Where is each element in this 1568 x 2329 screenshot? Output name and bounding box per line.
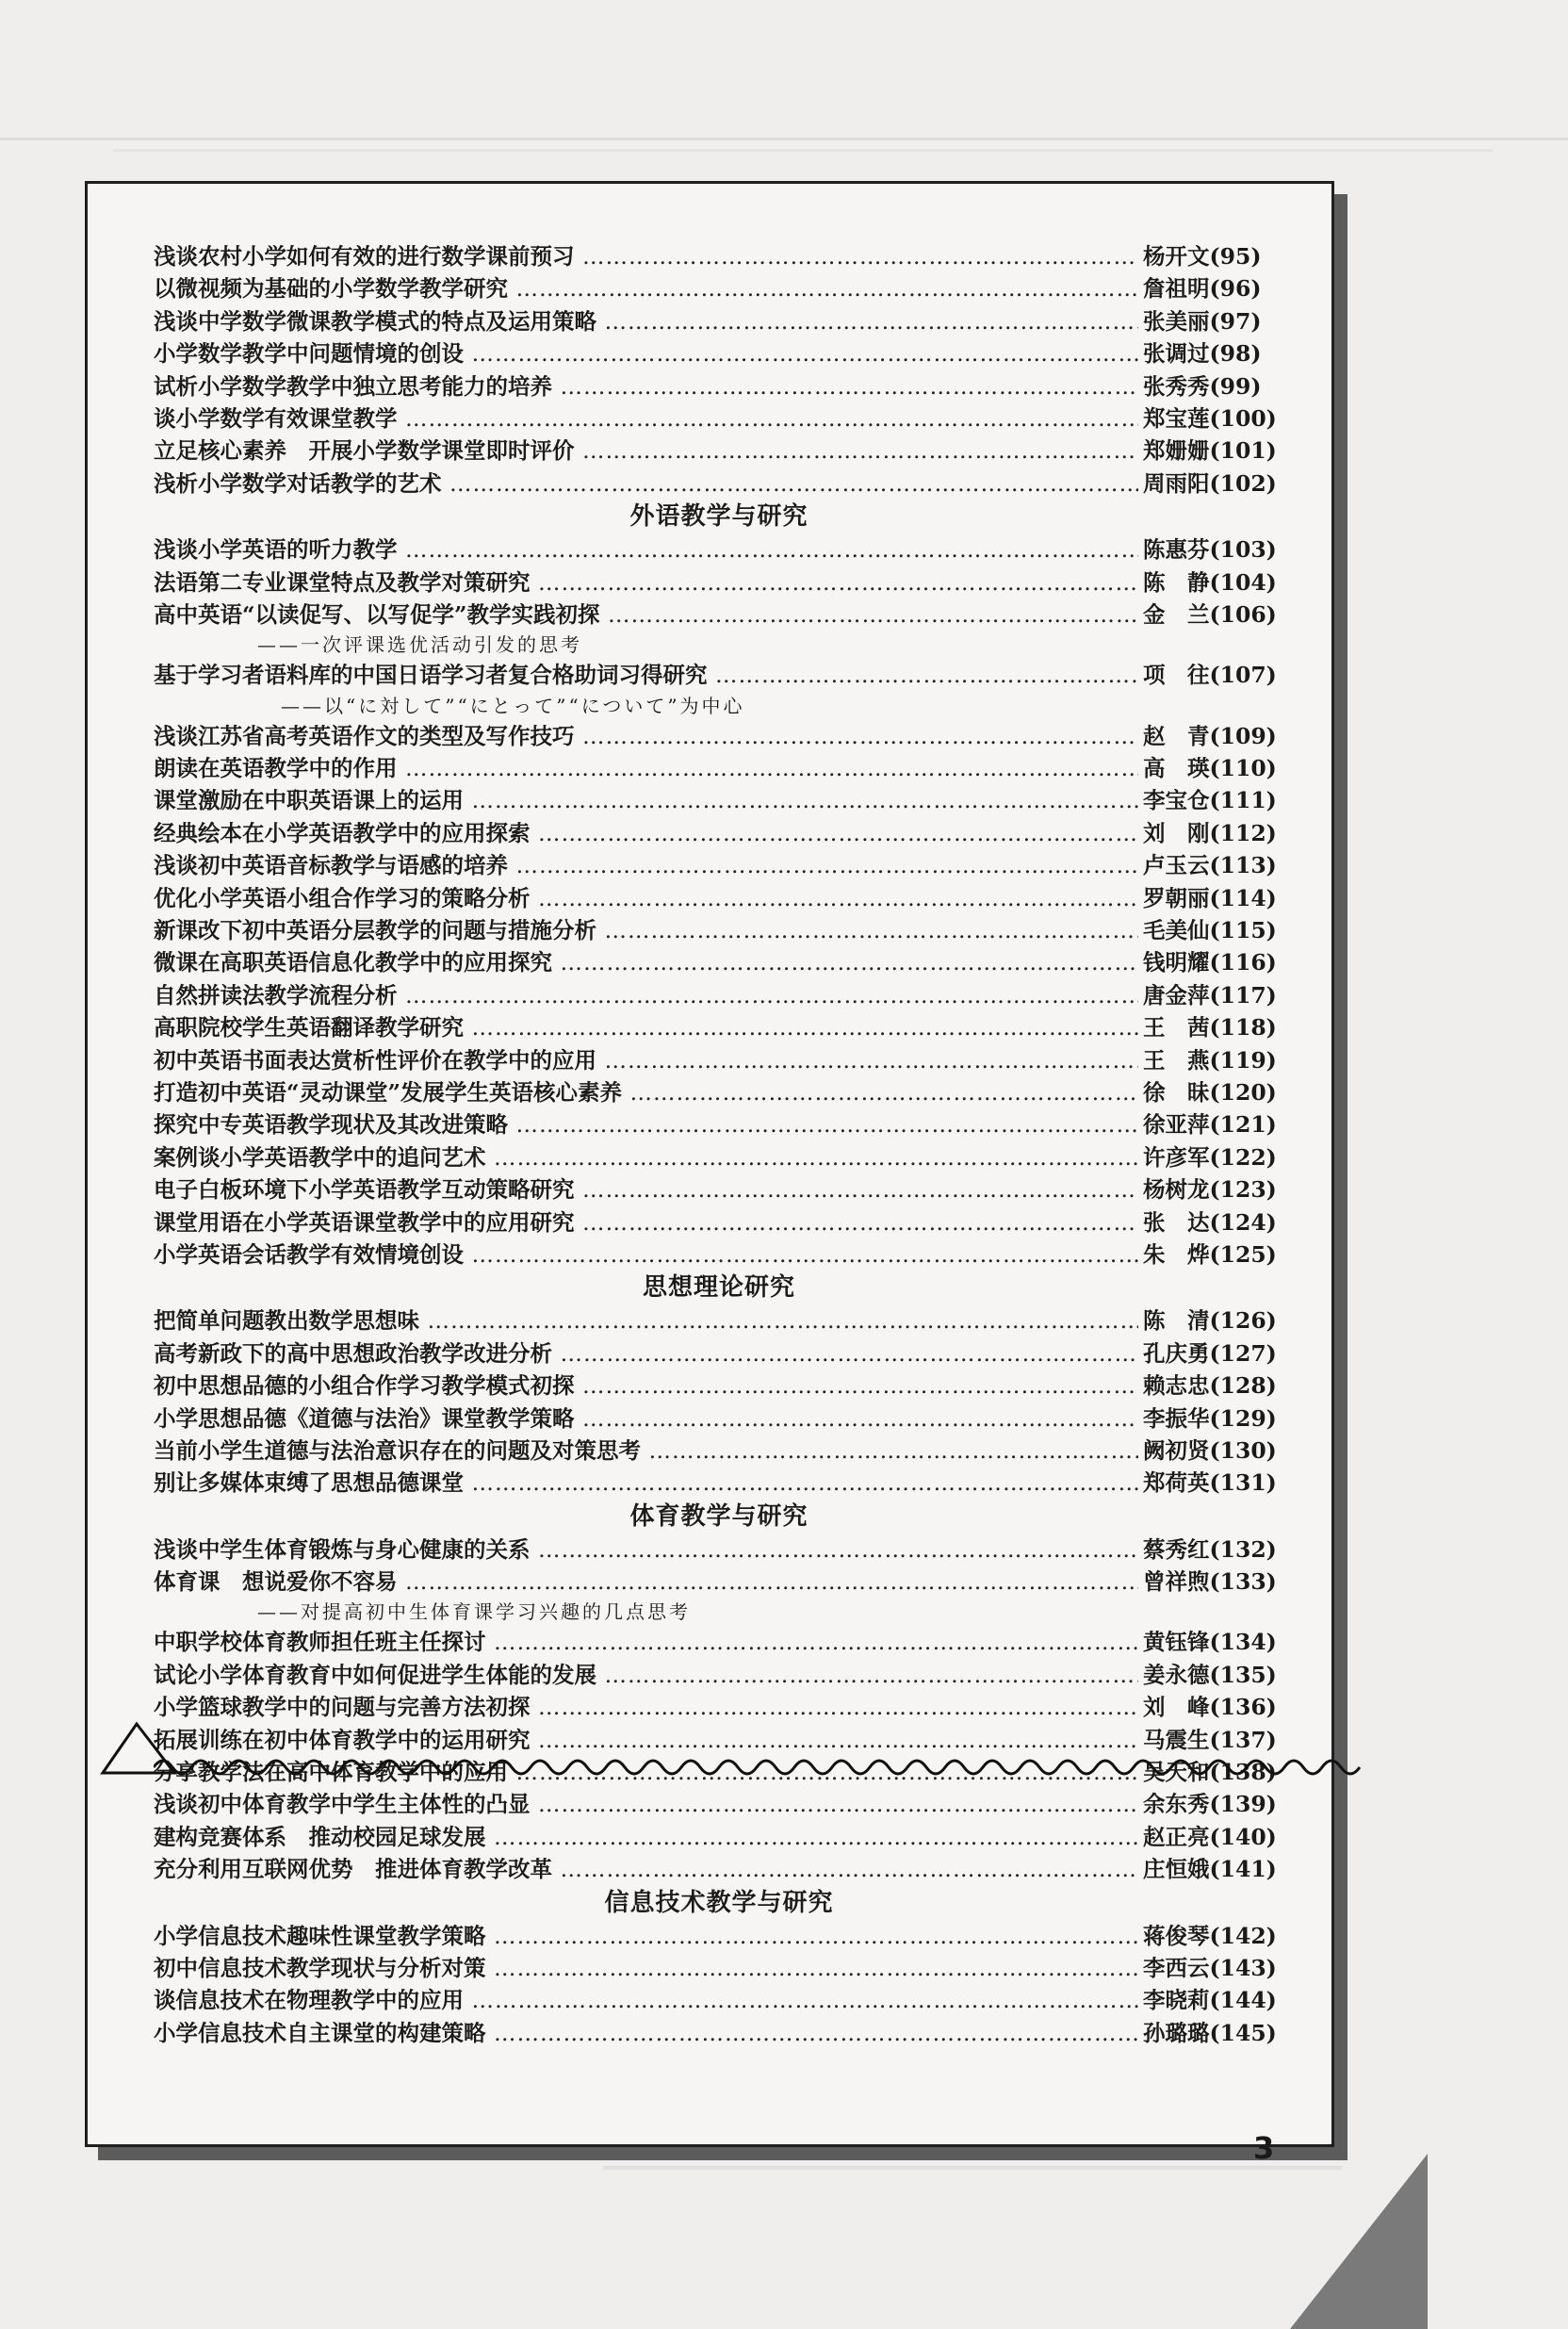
- entry-title: 朗读在英语教学中的作用: [154, 755, 398, 782]
- entry-title: 分享教学法在高中体育教学中的应用: [154, 1759, 508, 1786]
- entry-author-page: 詹祖明(96): [1143, 275, 1262, 303]
- entry-author-page: 罗朝丽(114): [1143, 884, 1277, 911]
- entry-author-page: 王 茜(118): [1143, 1014, 1277, 1041]
- entry-title: 新课改下初中英语分层教学的问题与措施分析: [154, 917, 596, 944]
- toc-entry[interactable]: [154, 1435, 1284, 1467]
- entry-title: 打造初中英语“灵动课堂”发展学生英语核心素养: [154, 1078, 623, 1106]
- entry-author-page: 卢玉云(113): [1143, 852, 1277, 879]
- entry-title: 电子白板环境下小学英语教学互动策略研究: [154, 1176, 575, 1204]
- toc-entry[interactable]: [154, 1141, 1284, 1173]
- entry-title: 当前小学生道德与法治意识存在的问题及对策思考: [154, 1436, 641, 1464]
- entry-title: 课堂用语在小学英语课堂教学中的应用研究: [154, 1208, 575, 1236]
- entry-author-page: 李西云(143): [1143, 1954, 1277, 1981]
- entry-title: 小学篮球教学中的问题与完善方法初探: [154, 1694, 531, 1721]
- entry-title: 浅谈江苏省高考英语作文的类型及写作技巧: [154, 722, 575, 749]
- entry-author-page: 唐金萍(117): [1143, 981, 1277, 1009]
- section-heading: 信息技术教学与研究: [604, 1888, 834, 1917]
- toc-entry[interactable]: [154, 659, 1284, 691]
- toc-entry[interactable]: [154, 240, 1284, 272]
- toc-entry[interactable]: [154, 817, 1284, 849]
- entry-author-page: 李宝仓(111): [1143, 787, 1277, 814]
- entry-author-page: 蒋俊琴(142): [1143, 1922, 1277, 1949]
- entry-author-page: 徐 昧(120): [1143, 1078, 1277, 1106]
- toc-entry[interactable]: [154, 1626, 1284, 1658]
- page-number: 3: [1253, 2130, 1275, 2166]
- entry-author-page: 姜永德(135): [1143, 1661, 1277, 1688]
- toc-entry[interactable]: [154, 1534, 1284, 1566]
- entry-author-page: 李振华(129): [1143, 1404, 1277, 1432]
- entry-title: 充分利用互联网优势 推进体育教学改革: [154, 1856, 552, 1883]
- entry-author-page: 蔡秀红(132): [1143, 1535, 1277, 1563]
- entry-title: 体育课 想说爱你不容易: [154, 1568, 398, 1596]
- toc-entry[interactable]: [154, 599, 1284, 631]
- entry-title: 高职院校学生英语翻译教学研究: [154, 1014, 464, 1041]
- entry-title: 微课在高职英语信息化教学中的应用探究: [154, 949, 552, 976]
- toc-entry[interactable]: [154, 979, 1284, 1011]
- toc-entry[interactable]: [154, 1370, 1284, 1402]
- entry-title: 中职学校体育教师担任班主任探讨: [154, 1629, 486, 1656]
- toc-entry[interactable]: [154, 1337, 1284, 1370]
- toc-entry[interactable]: [154, 467, 1284, 500]
- toc-entry[interactable]: [154, 272, 1284, 304]
- entry-author-page: 张 达(124): [1143, 1208, 1277, 1236]
- entry-author-page: 刘 峰(136): [1143, 1694, 1277, 1721]
- entry-title: 浅谈小学英语的听力教学: [154, 536, 398, 564]
- entry-author-page: 吴天和(138): [1143, 1759, 1277, 1786]
- toc-entry[interactable]: [154, 784, 1284, 816]
- toc-entry[interactable]: [154, 1691, 1284, 1723]
- entry-title: 小学信息技术自主课堂的构建策略: [154, 2019, 486, 2046]
- toc-entry[interactable]: [154, 1238, 1284, 1271]
- toc-entry[interactable]: [154, 914, 1284, 946]
- toc-entry[interactable]: [154, 1044, 1284, 1076]
- entry-author-page: 阙初贤(130): [1143, 1436, 1277, 1464]
- entry-title: 初中英语书面表达赏析性评价在教学中的应用: [154, 1046, 596, 1074]
- toc-entry[interactable]: [154, 305, 1284, 337]
- entry-author-page: 杨开文(95): [1143, 243, 1262, 270]
- entry-title: 建构竞赛体系 推动校园足球发展: [154, 1823, 486, 1850]
- entry-author-page: 赵正亮(140): [1143, 1823, 1277, 1850]
- entry-title: 浅谈中学生体育锻炼与身心健康的关系: [154, 1535, 531, 1563]
- entry-title: 试析小学数学教学中独立思考能力的培养: [154, 372, 552, 400]
- toc-entry[interactable]: [154, 402, 1284, 435]
- entry-title: 拓展训练在初中体育教学中的运用研究: [154, 1726, 531, 1753]
- toc-entry[interactable]: [154, 1108, 1284, 1140]
- toc-entry[interactable]: [154, 370, 1284, 402]
- entry-title: 法语第二专业课堂特点及教学对策研究: [154, 568, 531, 596]
- entry-author-page: 黄钰锋(134): [1143, 1629, 1277, 1656]
- entry-author-page: 赵 青(109): [1143, 722, 1277, 749]
- section-heading: 思想理论研究: [642, 1273, 795, 1303]
- entry-author-page: 余东秀(139): [1143, 1791, 1277, 1818]
- entry-title: 谈信息技术在物理教学中的应用: [154, 1987, 464, 2014]
- toc-entry[interactable]: [154, 435, 1284, 467]
- toc-entry[interactable]: [154, 2017, 1284, 2049]
- toc-entry[interactable]: [154, 752, 1284, 784]
- toc-entry[interactable]: [154, 1853, 1284, 1885]
- entry-author-page: 徐亚萍(121): [1143, 1111, 1277, 1139]
- entry-title: 浅析小学数学对话教学的艺术: [154, 469, 442, 497]
- entry-author-page: 金 兰(106): [1143, 600, 1277, 628]
- toc-entry[interactable]: [154, 1206, 1284, 1238]
- entry-title: 初中思想品德的小组合作学习教学模式初探: [154, 1372, 575, 1400]
- entry-author-page: 陈 清(126): [1143, 1307, 1277, 1335]
- entry-author-page: 郑姗姗(101): [1143, 437, 1277, 465]
- wavy-underline-icon: [154, 1748, 1379, 1786]
- entry-author-page: 庄恒娥(141): [1143, 1856, 1277, 1883]
- entry-author-page: 郑宝莲(100): [1143, 404, 1277, 432]
- entry-title: 小学信息技术趣味性课堂教学策略: [154, 1922, 486, 1949]
- entry-title: 别让多媒体束缚了思想品德课堂: [154, 1469, 464, 1497]
- entry-title: 浅谈初中体育教学中学生主体性的凸显: [154, 1791, 531, 1818]
- section-heading: 外语教学与研究: [629, 502, 808, 532]
- entry-author-page: 曾祥煦(133): [1143, 1568, 1277, 1596]
- entry-title: 探究中专英语教学现状及其改进策略: [154, 1111, 508, 1139]
- toc-entry[interactable]: [154, 1952, 1284, 1984]
- entry-title: 浅谈初中英语音标教学与语感的培养: [154, 852, 508, 879]
- toc-entry[interactable]: [154, 1467, 1284, 1499]
- toc-entry[interactable]: [154, 882, 1284, 914]
- entry-author-page: 刘 刚(112): [1143, 819, 1277, 846]
- toc-entry[interactable]: [154, 1076, 1284, 1108]
- toc-entry[interactable]: [154, 1821, 1284, 1853]
- entry-author-page: 赖志忠(128): [1143, 1372, 1277, 1400]
- entry-title: 立足核心素养 开展小学数学课堂即时评价: [154, 437, 575, 465]
- toc-entry[interactable]: [154, 1920, 1284, 1952]
- toc-entry[interactable]: [154, 337, 1284, 369]
- entry-author-page: 高 瑛(110): [1143, 755, 1277, 782]
- entry-author-page: 项 往(107): [1143, 662, 1277, 689]
- entry-title: 经典绘本在小学英语教学中的应用探索: [154, 819, 531, 846]
- entry-title: 浅谈农村小学如何有效的进行数学课前预习: [154, 243, 575, 270]
- entry-author-page: 钱明耀(116): [1143, 949, 1277, 976]
- toc-entry[interactable]: [154, 533, 1284, 566]
- toc-entry[interactable]: [154, 1984, 1284, 2016]
- entry-title: 把简单问题教出数学思想味: [154, 1307, 419, 1335]
- toc-entry[interactable]: [154, 849, 1284, 881]
- toc-frame: [85, 181, 1334, 2147]
- entry-author-page: 马震生(137): [1143, 1726, 1277, 1753]
- entry-author-page: 孙璐璐(145): [1143, 2019, 1277, 2046]
- toc-entry[interactable]: [154, 720, 1284, 752]
- entry-author-page: 李晓莉(144): [1143, 1987, 1277, 2014]
- entry-title: 案例谈小学英语教学中的追问艺术: [154, 1143, 486, 1171]
- toc-entry[interactable]: [154, 1011, 1284, 1043]
- entry-author-page: 杨树龙(123): [1143, 1176, 1277, 1204]
- toc-entry[interactable]: [154, 1402, 1284, 1435]
- toc-entry[interactable]: [154, 946, 1284, 978]
- entry-author-page: 郑荷英(131): [1143, 1469, 1277, 1497]
- entry-author-page: 周雨阳(102): [1143, 469, 1277, 497]
- entry-author-page: 张美丽(97): [1143, 307, 1262, 335]
- toc-entry[interactable]: [154, 1659, 1284, 1691]
- entry-author-page: 朱 烨(125): [1143, 1240, 1277, 1268]
- entry-title: 以微视频为基础的小学数学教学研究: [154, 275, 508, 303]
- entry-subtitle: ——对提高初中生体育课学习兴趣的几点思考: [257, 1600, 691, 1624]
- entry-title: 课堂激励在中职英语课上的运用: [154, 787, 464, 814]
- toc-entry[interactable]: [154, 1566, 1284, 1598]
- entry-author-page: 陈惠芬(103): [1143, 536, 1277, 564]
- entry-title: 自然拼读法教学流程分析: [154, 981, 398, 1009]
- entry-title: 初中信息技术教学现状与分析对策: [154, 1954, 486, 1981]
- entry-author-page: 毛美仙(115): [1143, 917, 1277, 944]
- entry-author-page: 王 燕(119): [1143, 1046, 1277, 1074]
- entry-title: 试论小学体育教育中如何促进学生体能的发展: [154, 1661, 596, 1688]
- entry-title: 优化小学英语小组合作学习的策略分析: [154, 884, 531, 911]
- entry-title: 浅谈中学数学微课教学模式的特点及运用策略: [154, 307, 596, 335]
- entry-title: 高考新政下的高中思想政治教学改进分析: [154, 1339, 552, 1367]
- entry-subtitle: ——以“に対して”“にとって”“について”为中心: [281, 694, 745, 717]
- entry-title: 小学数学教学中问题情境的创设: [154, 340, 464, 368]
- toc-entry[interactable]: [154, 1173, 1284, 1206]
- entry-subtitle: ——一次评课选优活动引发的思考: [257, 633, 582, 657]
- toc-entry[interactable]: [154, 1304, 1284, 1337]
- entry-title: 基于学习者语料库的中国日语学习者复合格助词习得研究: [154, 662, 708, 689]
- section-heading: 体育教学与研究: [629, 1501, 808, 1531]
- toc-entry[interactable]: [154, 566, 1284, 599]
- entry-title: 高中英语“以读促写、以写促学”教学实践初探: [154, 600, 600, 628]
- entry-title: 小学思想品德《道德与法治》课堂教学策略: [154, 1404, 575, 1432]
- toc-entry[interactable]: [154, 1788, 1284, 1820]
- entry-author-page: 许彦军(122): [1143, 1143, 1277, 1171]
- entry-author-page: 张调过(98): [1143, 340, 1262, 368]
- page-curl-shadow: [1290, 2154, 1428, 2329]
- entry-author-page: 孔庆勇(127): [1143, 1339, 1277, 1367]
- entry-author-page: 张秀秀(99): [1143, 372, 1262, 400]
- entry-author-page: 陈 静(104): [1143, 568, 1277, 596]
- entry-title: 谈小学数学有效课堂教学: [154, 404, 398, 432]
- entry-title: 小学英语会话教学有效情境创设: [154, 1240, 464, 1268]
